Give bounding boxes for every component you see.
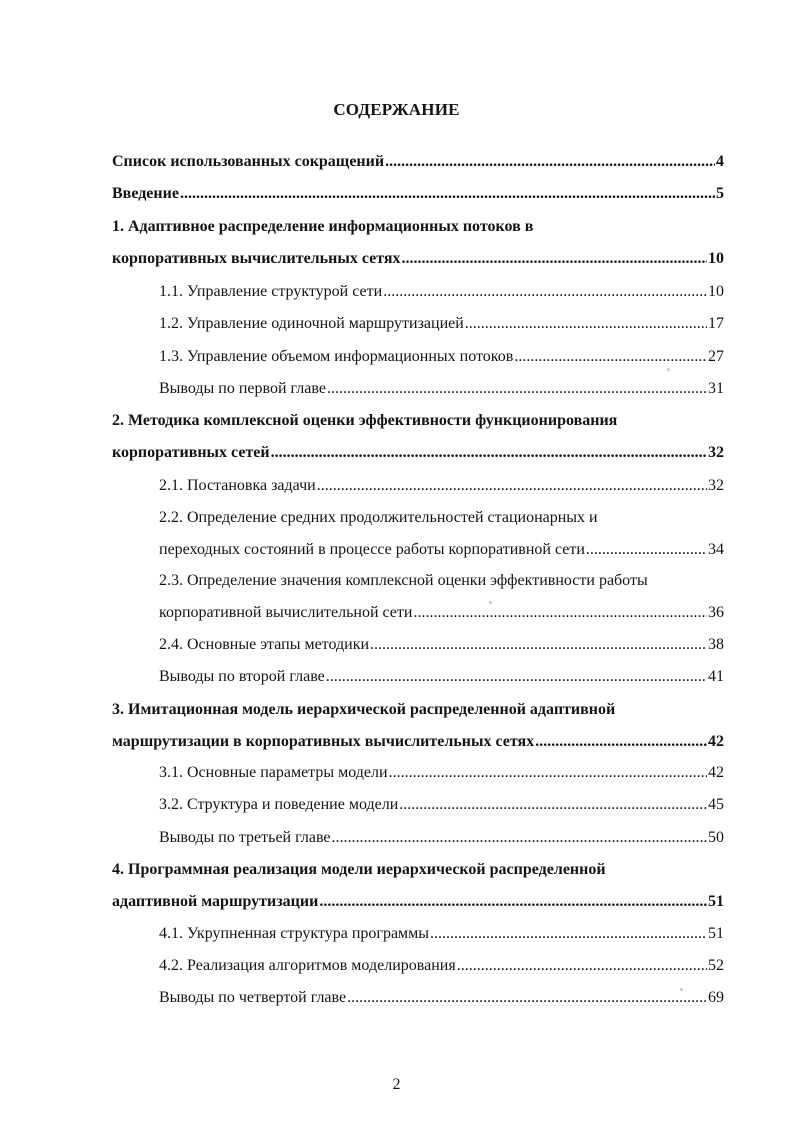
toc-conclusions-1 [159, 379, 724, 399]
toc-entry-text: маршрутизации в корпоративных вычислительных сетях [112, 733, 535, 750]
toc-section-2-4 [159, 635, 724, 655]
toc-entry-text: 4. Программная реализация модели иерархической распределенной [112, 861, 606, 878]
toc-entry-text: корпоративных сетей [112, 444, 270, 461]
dot-leader [535, 732, 707, 752]
toc-entry-page: 42 [708, 733, 724, 750]
toc-entry-page: 51 [708, 893, 724, 910]
toc-section-2-3 [159, 603, 724, 623]
toc-entry-page: 50 [708, 829, 724, 846]
toc-entry-text: 1.3. Управление объемом информационных потоков [159, 348, 514, 365]
toc-entry-text: корпоративной вычислительной сети [159, 604, 413, 621]
toc-entry-page: 32 [708, 444, 724, 461]
toc-entry-page: 69 [708, 989, 724, 1006]
toc-entry-text: 1. Адаптивное распределение информационных потоков в [112, 218, 534, 235]
toc-section-2-2 [159, 540, 724, 560]
dot-leader [385, 152, 715, 172]
toc-entry-text: переходных состояний в процессе работы корпоративной сети [159, 541, 585, 558]
toc-conclusions-2 [159, 667, 724, 687]
toc-entry-abbreviations [112, 152, 724, 172]
toc-entry-page: 52 [708, 957, 724, 974]
toc-chapter-3 [112, 732, 724, 752]
toc-entry-text: 2.3. Определение значения комплексной оценки эффективности работы [159, 572, 648, 589]
dot-leader [465, 314, 707, 334]
toc-section-1-3 [159, 347, 724, 367]
dot-leader [347, 988, 707, 1008]
toc-entry-text: Выводы по второй главе [159, 668, 325, 685]
dot-leader [180, 184, 715, 204]
toc-entry-page: 34 [708, 541, 724, 558]
toc-entry-text: 2. Методика комплексной оценки эффективности функционирования [112, 412, 618, 429]
toc-entry-text: 3. Имитационная модель иерархической распределенной адаптивной [112, 701, 616, 718]
toc-section-1-1 [159, 282, 724, 302]
toc-entry-text: 1.1. Управление структурой сети [159, 283, 383, 300]
dot-leader [317, 476, 707, 496]
dot-leader [430, 924, 707, 944]
toc-entry-text: 4.2. Реализация алгоритмов моделирования [159, 957, 456, 974]
toc-entry-text: 1.2. Управление одиночной маршрутизацией [159, 315, 464, 332]
toc-entry-page: 27 [708, 348, 724, 365]
toc-entry-page: 41 [708, 668, 724, 685]
toc-entry-page: 32 [708, 477, 724, 494]
toc-entry-page: 51 [708, 925, 724, 942]
toc-entry-text: 2.2. Определение средних продолжительностей стационарных и [159, 509, 598, 526]
toc-entry-page: 4 [716, 153, 724, 170]
toc-entry-text: Список использованных сокращений [112, 153, 385, 170]
dot-leader [457, 956, 707, 976]
toc-section-2-3-heading [159, 571, 739, 591]
toc-section-3-2 [159, 795, 724, 815]
toc-conclusions-4 [159, 988, 724, 1008]
dot-leader [586, 540, 707, 560]
toc-entry-text: Выводы по четвертой главе [159, 989, 347, 1006]
toc-section-2-1 [159, 476, 724, 496]
dot-leader [514, 347, 707, 367]
toc-entry-text: 3.2. Структура и поведение модели [159, 796, 399, 813]
toc-chapter-2-heading [112, 411, 724, 431]
toc-chapter-4 [112, 892, 724, 912]
toc-entry-page: 17 [708, 315, 724, 332]
toc-entry-text: адаптивной маршрутизации [112, 893, 319, 910]
dot-leader [370, 635, 707, 655]
toc-entry-page: 31 [708, 380, 724, 397]
toc-section-1-2 [159, 314, 724, 334]
dot-leader [326, 667, 707, 687]
toc-section-4-1 [159, 924, 724, 944]
toc-section-3-1 [159, 763, 724, 783]
toc-entry-text: 4.1. Укрупненная структура программы [159, 925, 430, 942]
toc-entry-text: корпоративных вычислительных сетях [112, 250, 401, 267]
scan-speck [667, 368, 670, 371]
toc-entry-introduction [112, 184, 724, 204]
toc-entry-text: 2.1. Постановка задачи [159, 477, 316, 494]
toc-entry-text: 3.1. Основные параметры модели [159, 764, 388, 781]
toc-entry-page: 45 [708, 796, 724, 813]
toc-entry-text: 2.4. Основные этапы методики [159, 636, 370, 653]
toc-chapter-3-heading [112, 700, 724, 720]
toc-entry-page: 10 [708, 250, 724, 267]
dot-leader [327, 379, 707, 399]
toc-section-2-2-heading [159, 508, 724, 528]
scan-speck [680, 988, 683, 991]
dot-leader [271, 443, 707, 463]
toc-chapter-1 [112, 249, 724, 269]
toc-entry-page: 42 [708, 764, 724, 781]
toc-entry-text: Выводы по третьей главе [159, 829, 331, 846]
dot-leader [383, 282, 707, 302]
dot-leader [399, 795, 707, 815]
page-title: СОДЕРЖАНИЕ [333, 100, 460, 119]
dot-leader [389, 763, 707, 783]
dot-leader [332, 828, 708, 848]
page-number: 2 [392, 1076, 401, 1093]
toc-chapter-2 [112, 443, 724, 463]
toc-entry-text: Введение [112, 185, 179, 202]
toc-conclusions-3 [159, 828, 724, 848]
toc-entry-text: Выводы по первой главе [159, 380, 326, 397]
dot-leader [413, 603, 707, 623]
toc-entry-page: 10 [708, 283, 724, 300]
toc-entry-page: 36 [708, 604, 724, 621]
dot-leader [402, 249, 707, 269]
toc-entry-page: 5 [716, 185, 724, 202]
toc-entry-page: 38 [708, 636, 724, 653]
toc-chapter-1-heading [112, 217, 724, 237]
scan-speck [489, 601, 492, 604]
toc-section-4-2 [159, 956, 724, 976]
dot-leader [319, 892, 707, 912]
toc-chapter-4-heading [112, 860, 724, 880]
